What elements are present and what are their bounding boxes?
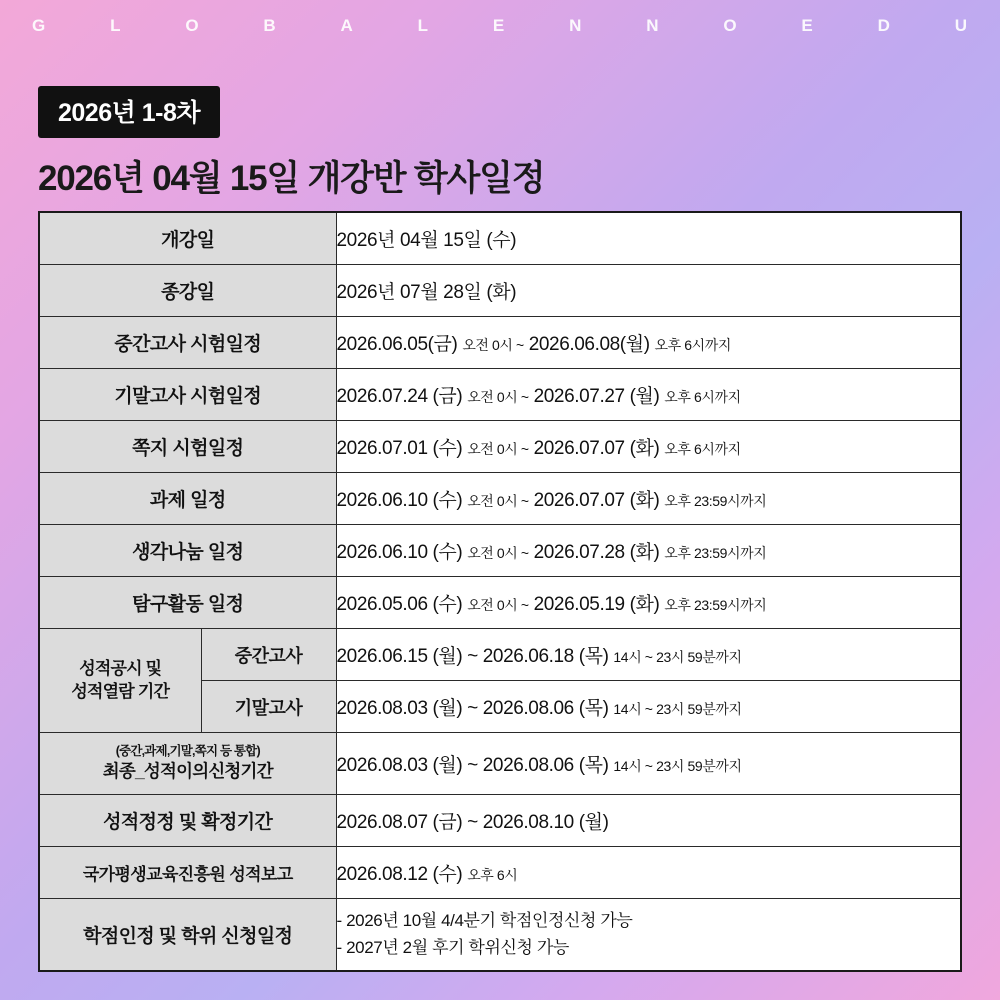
- brand-letter: L: [417, 16, 430, 35]
- table-row: [39, 421, 961, 473]
- table-row: [39, 847, 961, 899]
- date-end: 2026.07.07 (화): [533, 438, 660, 459]
- row-value: [336, 473, 961, 525]
- sub-label-midterm: 중간고사: [201, 629, 336, 681]
- objection-label-note: (중간,과제,기말,쪽지 등 통합): [115, 744, 260, 759]
- time-end: 오후 6시까지: [664, 389, 741, 405]
- row-value: 2026년 07월 28일 (화): [336, 265, 961, 317]
- row-label: 과제 일정: [39, 473, 336, 525]
- table-row: [39, 733, 961, 795]
- row-value: [336, 421, 961, 473]
- brand-letter: G: [32, 16, 47, 35]
- row-value: [336, 369, 961, 421]
- row-value: [336, 847, 961, 899]
- table-row: [39, 577, 961, 629]
- time-end: 오후 23:59시까지: [664, 545, 767, 561]
- time-range: 14시 ~ 23시 59분까지: [613, 758, 742, 774]
- table-row: [39, 629, 961, 681]
- row-label: 탐구활동 일정: [39, 577, 336, 629]
- date-end: 2026.07.27 (월): [533, 386, 660, 407]
- row-label: 학점인정 및 학위 신청일정: [39, 899, 336, 971]
- brand-strip: [0, 0, 1000, 52]
- time-end: 오후 23:59시까지: [664, 597, 767, 613]
- heading-block: [38, 86, 968, 201]
- row-label: 국가평생교육진흥원 성적보고: [39, 847, 336, 899]
- time-value: 오후 6시: [467, 867, 518, 883]
- table-row: [39, 369, 961, 421]
- brand-letter: O: [185, 16, 200, 35]
- table-row: [39, 525, 961, 577]
- row-label: 생각나눔 일정: [39, 525, 336, 577]
- date-start: 2026.07.24 (금): [336, 386, 463, 407]
- page-title: 2026년 04월 15일 개강반 학사일정: [38, 159, 545, 198]
- term-badge: 2026년 1-8차: [38, 86, 220, 138]
- sub-label-final: 기말고사: [201, 681, 336, 733]
- table-row: [39, 899, 961, 971]
- row-label: 쪽지 시험일정: [39, 421, 336, 473]
- row-label: 중간고사 시험일정: [39, 317, 336, 369]
- row-value: [336, 733, 961, 795]
- time-start: 오전 0시 ~: [467, 545, 529, 561]
- time-end: 오후 23:59시까지: [664, 493, 767, 509]
- date-range: 2026.06.15 (월) ~ 2026.06.18 (목): [336, 646, 609, 667]
- row-value: [336, 577, 961, 629]
- date-range: 2026.08.03 (월) ~ 2026.08.06 (목): [336, 755, 609, 776]
- row-value: 2026.08.07 (금) ~ 2026.08.10 (월): [336, 795, 961, 847]
- brand-letter: L: [110, 16, 122, 35]
- time-start: 오전 0시 ~: [462, 337, 524, 353]
- row-label: 종강일: [39, 265, 336, 317]
- date-value: 2026.08.12 (수): [336, 864, 463, 885]
- date-range: 2026.08.03 (월) ~ 2026.08.06 (목): [336, 698, 609, 719]
- objection-label-main: 최종_성적이의신청기간: [102, 761, 273, 782]
- row-value: [336, 899, 961, 971]
- table-row: [39, 317, 961, 369]
- row-value: [336, 629, 961, 681]
- objection-label: [39, 733, 336, 795]
- row-value: [336, 525, 961, 577]
- brand-letter: N: [646, 16, 660, 35]
- table-row: [39, 473, 961, 525]
- row-label: 성적정정 및 확정기간: [39, 795, 336, 847]
- grade-group-label: [39, 629, 201, 733]
- date-end: 2026.05.19 (화): [533, 594, 660, 615]
- date-start: 2026.07.01 (수): [336, 438, 463, 459]
- time-start: 오전 0시 ~: [467, 441, 529, 457]
- row-value: 2026년 04월 15일 (수): [336, 212, 961, 265]
- time-end: 오후 6시까지: [654, 337, 732, 353]
- row-value: [336, 317, 961, 369]
- brand-letter: N: [569, 16, 583, 35]
- time-start: 오전 0시 ~: [467, 389, 529, 405]
- brand-letter: A: [340, 16, 354, 35]
- brand-letter: U: [954, 16, 968, 35]
- time-start: 오전 0시 ~: [467, 493, 529, 509]
- brand-letter: E: [492, 16, 506, 35]
- brand-letter: D: [877, 16, 891, 35]
- table-row: [39, 265, 961, 317]
- brand-letter: B: [263, 16, 277, 35]
- date-end: 2026.07.07 (화): [533, 490, 660, 511]
- date-end: 2026.07.28 (화): [533, 542, 660, 563]
- brand-letter: O: [723, 16, 738, 35]
- time-range: 14시 ~ 23시 59분까지: [613, 649, 742, 665]
- time-range: 14시 ~ 23시 59분까지: [613, 701, 742, 717]
- table-row: [39, 212, 961, 265]
- academic-schedule-table: [38, 211, 962, 972]
- date-start: 2026.06.05(금): [336, 334, 458, 355]
- date-start: 2026.06.10 (수): [336, 490, 463, 511]
- row-label: 개강일: [39, 212, 336, 265]
- row-value: [336, 681, 961, 733]
- credit-line: - 2026년 10월 4/4분기 학점인정신청 가능: [336, 911, 633, 931]
- grade-group-label-line2: 성적열람 기간: [71, 681, 170, 701]
- brand-letter: E: [801, 16, 814, 35]
- date-start: 2026.06.10 (수): [336, 542, 463, 563]
- date-end: 2026.06.08(월): [528, 334, 650, 355]
- date-start: 2026.05.06 (수): [336, 594, 463, 615]
- row-label: 기말고사 시험일정: [39, 369, 336, 421]
- time-start: 오전 0시 ~: [467, 597, 529, 613]
- grade-group-label-line1: 성적공시 및: [79, 658, 162, 678]
- credit-line: - 2027년 2월 후기 학위신청 가능: [336, 938, 569, 958]
- table-row: [39, 795, 961, 847]
- time-end: 오후 6시까지: [664, 441, 741, 457]
